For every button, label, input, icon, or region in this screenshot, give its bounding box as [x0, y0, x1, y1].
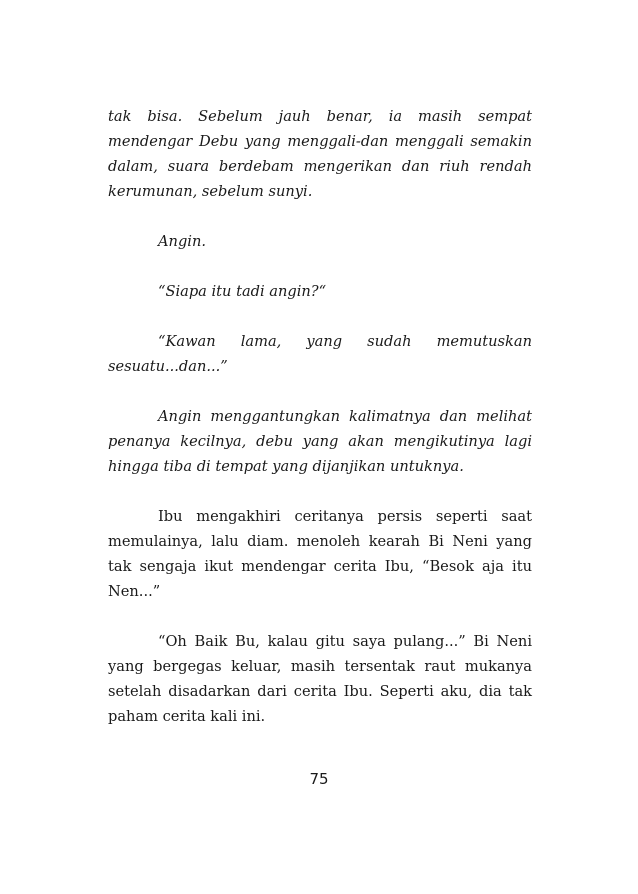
body-text [108, 104, 532, 754]
page-number: 75 [309, 770, 329, 788]
paragraph-3: “Siapa itu tadi angin?“ [158, 283, 327, 300]
paragraph-1: tak bisa. Sebelum jauh benar, ia masih sempat mendengar Debu yang menggali-dan menggali semakin dalam, suara berdebam mengerikan dan riuh rendah kerumunan, sebelum sunyi. [108, 108, 532, 200]
paragraph-6: Ibu mengakhiri ceritanya persis seperti saat memulainya, lalu diam. menoleh kearah Bi Neni yang tak sengaja ikut mendengar cerita Ibu, “Besok aja itu Nen...” [108, 508, 532, 600]
paragraph-7: “Oh Baik Bu, kalau gitu saya pulang...” Bi Neni yang bergegas keluar, masih tersentak raut mukanya setelah disadarkan dari cerita Ibu. Seperti aku, dia tak paham cerita kali ini. [108, 633, 532, 725]
paragraph-5: Angin menggantungkan kalimatnya dan melihat penanya kecilnya, debu yang akan mengikutinya lagi hingga tiba di tempat yang dijanjikan untuknya. [108, 408, 532, 475]
paragraph-4: “Kawan lama, yang sudah memutuskan sesuatu...dan...” [108, 333, 532, 375]
paragraph-2: Angin. [158, 233, 206, 250]
